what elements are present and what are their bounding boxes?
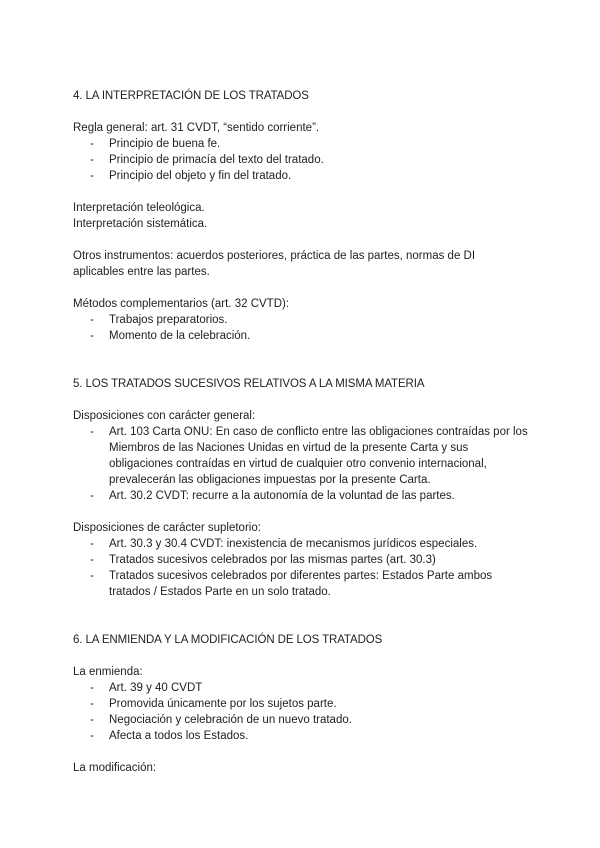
- paragraph-modificacion: La modificación:: [73, 762, 157, 774]
- dash-bullet: -: [90, 314, 94, 326]
- paragraph-teleologica: Interpretación teleológica.: [73, 202, 205, 214]
- paragraph-regla-general: Regla general: art. 31 CVDT, “sentido corriente”.: [73, 122, 320, 134]
- section-5: [73, 376, 543, 600]
- list-item: - Tratados sucesivos celebrados por las mismas partes (art. 30.3): [90, 554, 436, 566]
- paragraph-enmienda: La enmienda:: [73, 666, 143, 678]
- bullet-list-enmienda: [73, 680, 543, 744]
- paragraph-caracter-general: Disposiciones con carácter general:: [73, 410, 256, 422]
- section-heading: 6. LA ENMIENDA Y LA MODIFICACIÓN DE LOS TRATADOS: [73, 634, 383, 646]
- section-6: [73, 632, 543, 776]
- paragraph-sistematica: Interpretación sistemática.: [73, 218, 208, 230]
- dash-bullet: -: [90, 426, 94, 438]
- dash-bullet: -: [90, 538, 94, 550]
- list-item: - Art. 30.3 y 30.4 CVDT: inexistencia de mecanismos jurídicos especiales.: [90, 538, 478, 550]
- list-item: - Promovida únicamente por los sujetos parte.: [90, 698, 337, 710]
- bullet-list-general: [73, 424, 543, 504]
- dash-bullet: -: [90, 330, 94, 342]
- section-heading: 4. LA INTERPRETACIÓN DE LOS TRATADOS: [73, 90, 309, 102]
- dash-bullet: -: [90, 570, 94, 582]
- list-item: - Momento de la celebración.: [90, 330, 251, 342]
- list-item: - Trabajos preparatorios.: [90, 314, 228, 326]
- dash-bullet: -: [90, 698, 94, 710]
- bullet-list-metodos: [73, 312, 543, 344]
- list-item: - Principio del objeto y fin del tratado.: [90, 170, 292, 182]
- paragraph-otros-instrumentos: Otros instrumentos: acuerdos posteriores, práctica de las partes, normas de DI aplicables entre las partes.: [73, 250, 476, 278]
- section-heading: 5. LOS TRATADOS SUCESIVOS RELATIVOS A LA MISMA MATERIA: [73, 378, 425, 390]
- bullet-list-regla: [73, 136, 543, 184]
- dash-bullet: -: [90, 490, 94, 502]
- list-item: - Tratados sucesivos celebrados por diferentes partes: Estados Parte ambos tratados / Estados Parte en un solo tratado.: [90, 570, 493, 598]
- dash-bullet: -: [90, 714, 94, 726]
- dash-bullet: -: [90, 154, 94, 166]
- list-item: - Art. 39 y 40 CVDT: [90, 682, 203, 694]
- dash-bullet: -: [90, 730, 94, 742]
- dash-bullet: -: [90, 554, 94, 566]
- paragraph-caracter-supletorio: Disposiciones de carácter supletorio:: [73, 522, 261, 534]
- bullet-list-supletorio: [73, 536, 543, 600]
- list-item: - Afecta a todos los Estados.: [90, 730, 249, 742]
- dash-bullet: -: [90, 138, 94, 150]
- list-item: - Negociación y celebración de un nuevo tratado.: [90, 714, 352, 726]
- list-item: - Art. 30.2 CVDT: recurre a la autonomía de la voluntad de las partes.: [90, 490, 455, 502]
- dash-bullet: -: [90, 682, 94, 694]
- dash-bullet: -: [90, 170, 94, 182]
- list-item: - Art. 103 Carta ONU: En caso de conflicto entre las obligaciones contraídas por los Miembros de las Naciones Unidas en virtud de la presente Carta y sus obligaciones contraídas en virtud de cualquier otro convenio internacional, prevalecerán las obligaciones impuestas por la presente Carta.: [90, 426, 528, 486]
- list-item: - Principio de primacía del texto del tratado.: [90, 154, 324, 166]
- list-item: - Principio de buena fe.: [90, 138, 221, 150]
- paragraph-metodos: Métodos complementarios (art. 32 CVTD):: [73, 298, 290, 310]
- section-4: [73, 88, 543, 344]
